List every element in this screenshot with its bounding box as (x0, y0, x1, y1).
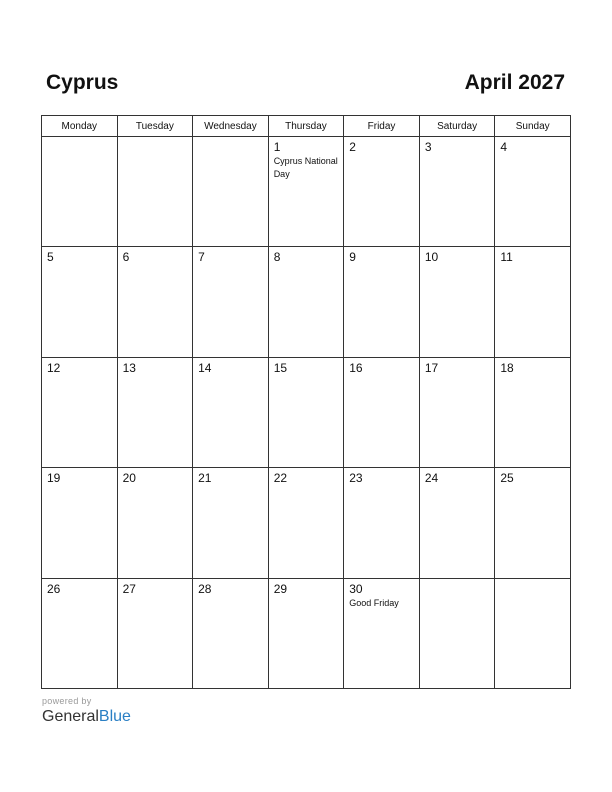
day-number: 29 (273, 581, 288, 596)
day-cell (344, 357, 420, 467)
day-number: 13 (122, 360, 136, 375)
week-row (42, 357, 571, 467)
day-number: 17 (424, 360, 439, 375)
day-cell (42, 247, 118, 357)
day-cell (268, 357, 344, 467)
day-number: 30 (349, 581, 363, 596)
day-cell (42, 468, 118, 578)
day-number: 14 (198, 360, 212, 375)
weekday-header-sunday: Sunday (495, 116, 571, 137)
day-number: 25 (500, 471, 514, 486)
weekday-header-row (42, 116, 571, 137)
weekday-header-friday: Friday (344, 116, 420, 137)
week-row (42, 468, 571, 578)
day-cell (193, 247, 269, 357)
holiday-label: Good Friday (349, 597, 399, 608)
day-cell (344, 137, 420, 247)
country-title: Cyprus (46, 71, 119, 94)
weekday-header-monday: Monday (42, 116, 118, 137)
brand-name-part1: General (42, 708, 99, 725)
day-number: 7 (198, 250, 205, 265)
day-number: 8 (273, 250, 281, 265)
day-cell (42, 578, 118, 688)
day-cell (117, 247, 193, 357)
weekday-header-wednesday: Wednesday (193, 116, 269, 137)
day-number: 22 (273, 471, 288, 486)
day-cell (268, 137, 344, 247)
powered-by-text: powered by (42, 696, 92, 706)
day-cell (42, 357, 118, 467)
day-cell (419, 357, 495, 467)
day-cell (419, 468, 495, 578)
day-number: 18 (500, 360, 514, 375)
day-number: 20 (122, 471, 136, 486)
month-year-title: April 2027 (464, 71, 565, 94)
week-row (42, 137, 571, 247)
day-cell (419, 137, 495, 247)
day-number: 2 (349, 140, 356, 154)
holiday-label: Cyprus National Day (273, 156, 338, 179)
day-cell (495, 578, 571, 688)
day-number: 11 (500, 250, 513, 265)
weekday-header-tuesday: Tuesday (117, 116, 193, 137)
day-cell (117, 137, 193, 247)
day-number: 15 (273, 360, 288, 375)
day-cell (268, 247, 344, 357)
day-cell (495, 247, 571, 357)
day-number: 19 (47, 471, 61, 486)
calendar-body (42, 137, 571, 689)
day-number: 23 (349, 471, 363, 486)
week-row (42, 247, 571, 357)
day-number: 26 (47, 581, 61, 596)
day-number: 5 (47, 250, 54, 265)
day-number: 27 (122, 581, 136, 596)
brand-logo (42, 707, 131, 727)
day-cell (268, 468, 344, 578)
day-cell (419, 247, 495, 357)
day-cell (495, 468, 571, 578)
day-number: 9 (349, 250, 356, 265)
day-cell (344, 247, 420, 357)
day-number: 6 (122, 250, 130, 265)
weekday-header-saturday: Saturday (419, 116, 495, 137)
day-cell (193, 578, 269, 688)
day-number: 21 (198, 471, 212, 486)
day-number: 16 (349, 360, 363, 375)
day-cell (117, 357, 193, 467)
day-cell (117, 468, 193, 578)
day-cell (268, 578, 344, 688)
day-number: 1 (273, 140, 281, 154)
day-number: 24 (424, 471, 439, 486)
day-cell (193, 468, 269, 578)
weekday-header-thursday: Thursday (268, 116, 344, 137)
day-cell (42, 137, 118, 247)
day-cell (193, 357, 269, 467)
footer (42, 696, 131, 727)
day-number: 12 (47, 360, 61, 375)
brand-name-part2: Blue (98, 708, 131, 725)
day-number: 3 (424, 140, 432, 154)
day-number: 4 (500, 140, 508, 154)
day-cell (419, 578, 495, 688)
day-cell (193, 137, 269, 247)
week-row (42, 578, 571, 688)
day-cell (344, 578, 420, 688)
day-cell (495, 137, 571, 247)
day-cell (344, 468, 420, 578)
day-cell (117, 578, 193, 688)
day-cell (495, 357, 571, 467)
day-number: 10 (424, 250, 439, 265)
day-number: 28 (198, 581, 212, 596)
calendar-grid (41, 115, 571, 689)
